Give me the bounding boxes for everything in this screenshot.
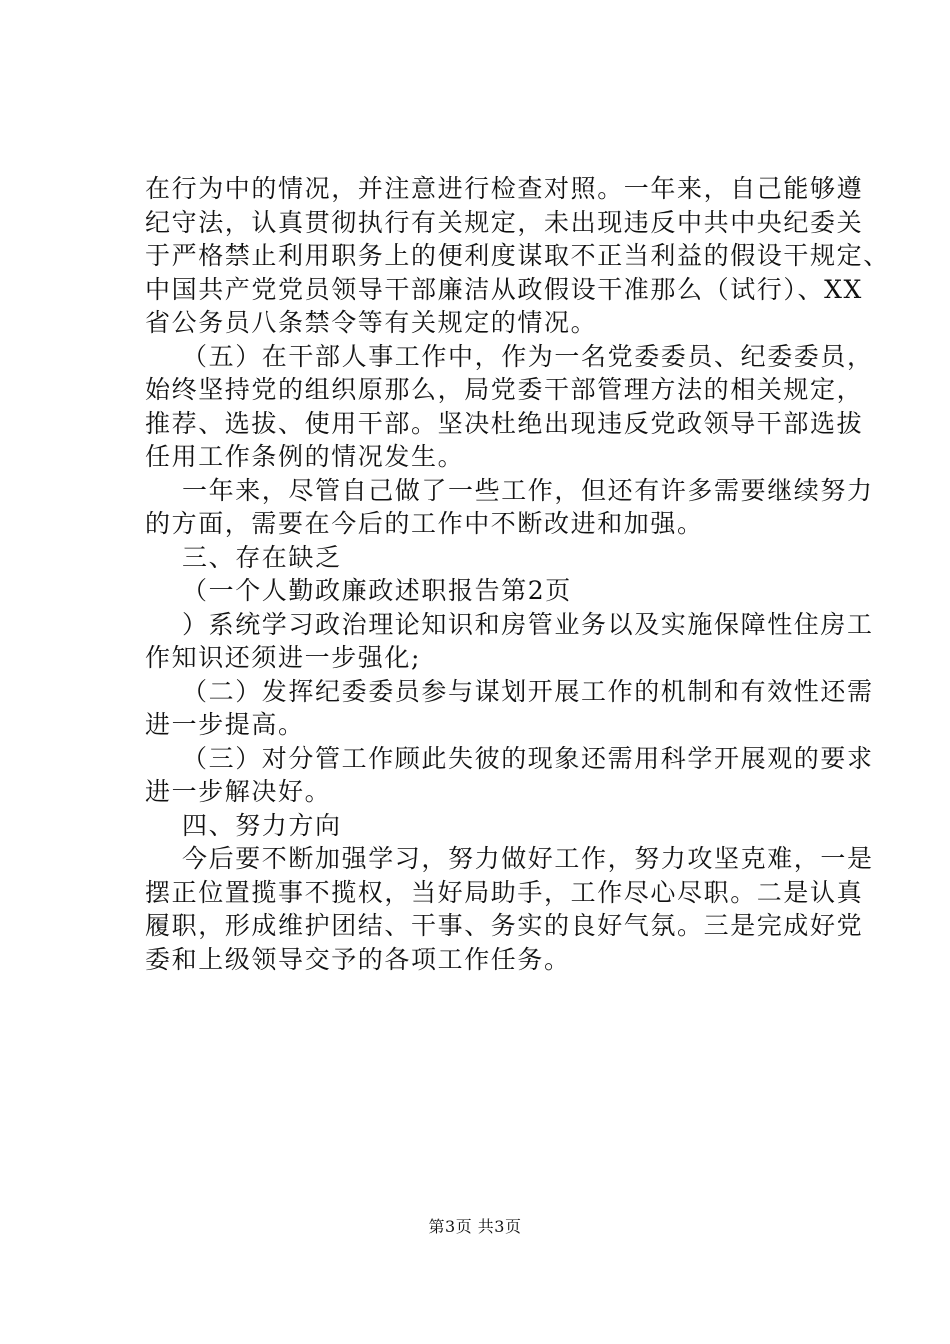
text-line: 始终坚持党的组织原那么，局党委干部管理方法的相关规定， [145, 375, 864, 404]
page-number-footer: 第3页 共3页 [428, 1217, 522, 1236]
text-line: 作知识还须进一步强化; [145, 643, 422, 672]
text-line: 进一步提高。 [145, 710, 305, 739]
text-line: （三）对分管工作顾此失彼的现象还需用科学开展观的要求 [182, 743, 874, 773]
text-line: （五）在干部人事工作中，作为一名党委委员、纪委委员， [182, 341, 874, 371]
text-line: 推荐、选拔、使用干部。坚决杜绝出现违反党政领导干部选拔 [145, 408, 864, 438]
text-line: ）系统学习政治理论知识和房管业务以及实施保障性住房工 [182, 609, 874, 639]
text-line: 于严格禁止利用职务上的便利度谋取不正当利益的假设干规定、 [145, 241, 890, 270]
text-line: 的方面，需要在今后的工作中不断改进和加强。 [145, 509, 704, 538]
text-line: （二）发挥纪委委员参与谋划开展工作的机制和有效性还需 [182, 676, 874, 706]
text-line: 在行为中的情况，并注意进行检查对照。一年来，自己能够遵 [145, 174, 864, 203]
text-line: 三、存在缺乏 [182, 542, 342, 572]
text-line: （一个人勤政廉政述职报告第2页 [182, 576, 572, 605]
text-line: 任用工作条例的情况发生。 [145, 442, 465, 471]
text-line: 摆正位置揽事不揽权，当好局助手，工作尽心尽职。二是认真 [145, 877, 864, 907]
text-line: 今后要不断加强学习，努力做好工作，努力攻坚克难，一是 [182, 844, 874, 873]
text-line: 进一步解决好。 [145, 777, 332, 806]
text-line: 委和上级领导交予的各项工作任务。 [145, 944, 571, 974]
text-line: 省公务员八条禁令等有关规定的情况。 [145, 308, 598, 337]
text-line: 履职，形成维护团结、干事、务实的良好气氛。三是完成好党 [145, 911, 864, 940]
text-line: 纪守法，认真贯彻执行有关规定，未出现违反中共中央纪委关 [145, 207, 864, 237]
text-line: 一年来，尽管自己做了一些工作，但还有许多需要继续努力 [182, 475, 874, 505]
text-line: 中国共产党党员领导干部廉洁从政假设干准那么（试行）、XX [145, 274, 863, 304]
document-body [145, 172, 890, 976]
text-line: 四、努力方向 [182, 810, 342, 840]
